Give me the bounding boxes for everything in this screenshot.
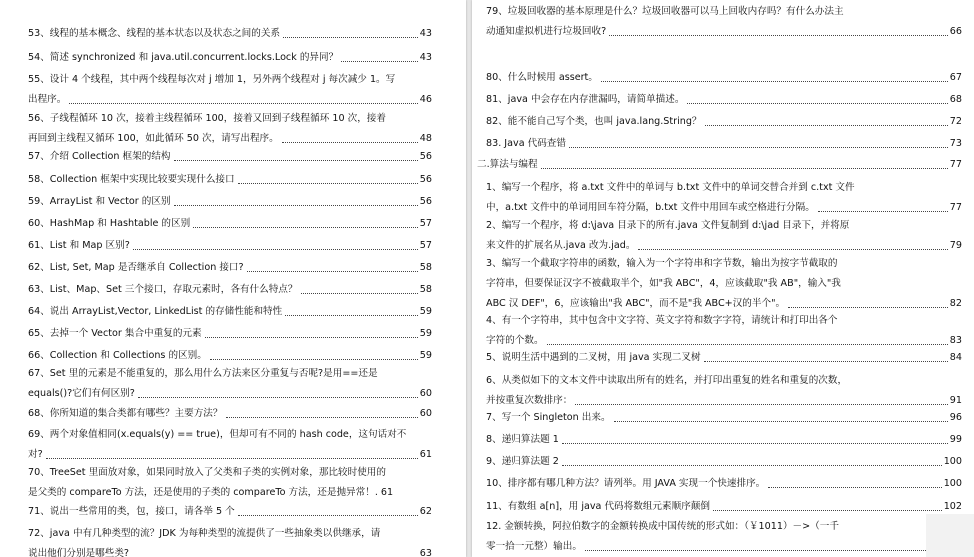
toc-entry[interactable]: 8、递归算法题 1 99 — [486, 434, 962, 445]
left-page — [0, 0, 466, 557]
toc-entry[interactable]: 1、编写一个程序，将 a.txt 文件中的单词与 b.txt 文件中的单词交替合并到 c.txt 文件 中，a.txt 文件中的单词用回车符分隔，b.txt 文件中用回车或空格进行分隔。 77 — [486, 182, 962, 213]
toc-entry[interactable]: 65、去掉一个 Vector 集合中重复的元素 59 — [28, 328, 432, 339]
right-toc — [472, 0, 974, 557]
toc-entry[interactable]: 6、从类似如下的文本文件中读取出所有的姓名，并打印出重复的姓名和重复的次数， 并按重复次数排序： 91 — [486, 375, 962, 406]
toc-entry[interactable]: 62、List, Set, Map 是否继承自 Collection 接口? 58 — [28, 262, 432, 273]
toc-entry[interactable]: 69、两个对象值相同(x.equals(y) == true)，但却可有不同的 hash code，这句话对不 对? 61 — [28, 429, 432, 460]
toc-entry[interactable]: 83. Java 代码查错 73 — [486, 138, 962, 149]
toc-entry[interactable]: 60、HashMap 和 Hashtable 的区别 57 — [28, 218, 432, 229]
toc-entry[interactable]: 68、你所知道的集合类都有哪些？主要方法？ 60 — [28, 408, 432, 419]
toc-entry[interactable]: 7、写一个 Singleton 出来。 96 — [486, 412, 962, 423]
toc-entry[interactable]: 64、说出 ArrayList,Vector, LinkedList 的存储性能和特性 59 — [28, 306, 432, 317]
toc-entry[interactable]: 80、什么时候用 assert。 67 — [486, 72, 962, 83]
toc-entry[interactable]: 63、List、Map、Set 三个接口，存取元素时，各有什么特点？ 58 — [28, 284, 432, 295]
toc-entry[interactable]: 71、说出一些常用的类，包，接口，请各举 5 个 62 — [28, 506, 432, 517]
toc-entry[interactable]: 67、Set 里的元素是不能重复的，那么用什么方法来区分重复与否呢?是用==还是 equals()?它们有何区别? 60 — [28, 368, 432, 399]
toc-section-heading[interactable]: 二.算法与编程 77 — [477, 159, 962, 170]
toc-entry[interactable]: 56、子线程循环 10 次，接着主线程循环 100，接着又回到子线程循环 10 次，接着 再回到主线程又循环 100，如此循环 50 次，请写出程序。 48 — [28, 113, 432, 144]
toc-entry[interactable]: 4、有一个字符串，其中包含中文字符、英文字符和数字字符，请统计和打印出各个 字符的个数。 83 — [486, 315, 962, 346]
left-toc — [0, 0, 466, 557]
toc-entry[interactable]: 10、排序都有哪几种方法？请列举。用 JAVA 实现一个快速排序。 100 — [486, 478, 962, 489]
toc-entry[interactable]: 81、java 中会存在内存泄漏吗，请简单描述。 68 — [486, 94, 962, 105]
toc-entry[interactable]: 79、垃圾回收器的基本原理是什么？垃圾回收器可以马上回收内存吗？有什么办法主 动通知虚拟机进行垃圾回收? 66 — [486, 6, 962, 37]
toc-entry[interactable]: 9、递归算法题 2 100 — [486, 456, 962, 467]
toc-entry[interactable]: 82、能不能自己写个类，也叫 java.lang.String？ 72 — [486, 116, 962, 127]
toc-entry[interactable]: 11、有数组 a[n]，用 java 代码将数组元素顺序颠倒 102 — [486, 501, 962, 512]
right-page — [472, 0, 974, 557]
toc-entry[interactable]: 61、List 和 Map 区别? 57 — [28, 240, 432, 251]
toc-entry[interactable]: 54、简述 synchronized 和 java.util.concurrent.locks.Lock 的异同？ 43 — [28, 52, 432, 63]
toc-entry[interactable]: 58、Collection 框架中实现比较要实现什么接口 56 — [28, 174, 432, 185]
toc-entry[interactable]: 2、编写一个程序，将 d:\java 目录下的所有.java 文件复制到 d:\jad 目录下，并将原 来文件的扩展名从.java 改为.jad。 79 — [486, 220, 962, 251]
corner-shadow — [926, 514, 974, 557]
toc-entry[interactable]: 12. 金额转换，阿拉伯数字的金额转换成中国传统的形式如：（￥1011）－>（一千 零一拾一元整）输出。 — [486, 517, 962, 557]
toc-entry[interactable]: 72、java 中有几种类型的流？JDK 为每种类型的流提供了一些抽象类以供继承，请 说出他们分别是哪些类? 63 — [28, 528, 432, 557]
toc-entry[interactable]: 5、说明生活中遇到的二叉树，用 java 实现二叉树 84 — [486, 352, 962, 363]
toc-entry[interactable]: 66、Collection 和 Collections 的区别。 59 — [28, 350, 432, 361]
toc-entry[interactable]: 57、介绍 Collection 框架的结构 56 — [28, 151, 432, 162]
toc-entry[interactable]: 3、编写一个截取字符串的函数，输入为一个字符串和字节数，输出为按字节截取的 字符串，但要保证汉字不被截取半个，如"我 ABC"，4，应该截取"我 AB"，输入"我 ABC 汉 DEF"，6，应该输出"我 ABC"，而不是"我 ABC+汉的半个"。 82 — [486, 258, 962, 309]
toc-entry[interactable]: 53、线程的基本概念、线程的基本状态以及状态之间的关系 43 — [28, 28, 432, 39]
toc-entry[interactable]: 59、ArrayList 和 Vector 的区别 56 — [28, 196, 432, 207]
toc-entry[interactable]: 55、设计 4 个线程，其中两个线程每次对 j 增加 1，另外两个线程对 j 每次减少 1。写 出程序。 46 — [28, 74, 432, 105]
toc-entry[interactable]: 70、TreeSet 里面放对象，如果同时放入了父类和子类的实例对象，那比较时使用的 是父类的 compareTo 方法，还是使用的子类的 compareTo 方法，还是抛异常！. 61 — [28, 467, 394, 498]
